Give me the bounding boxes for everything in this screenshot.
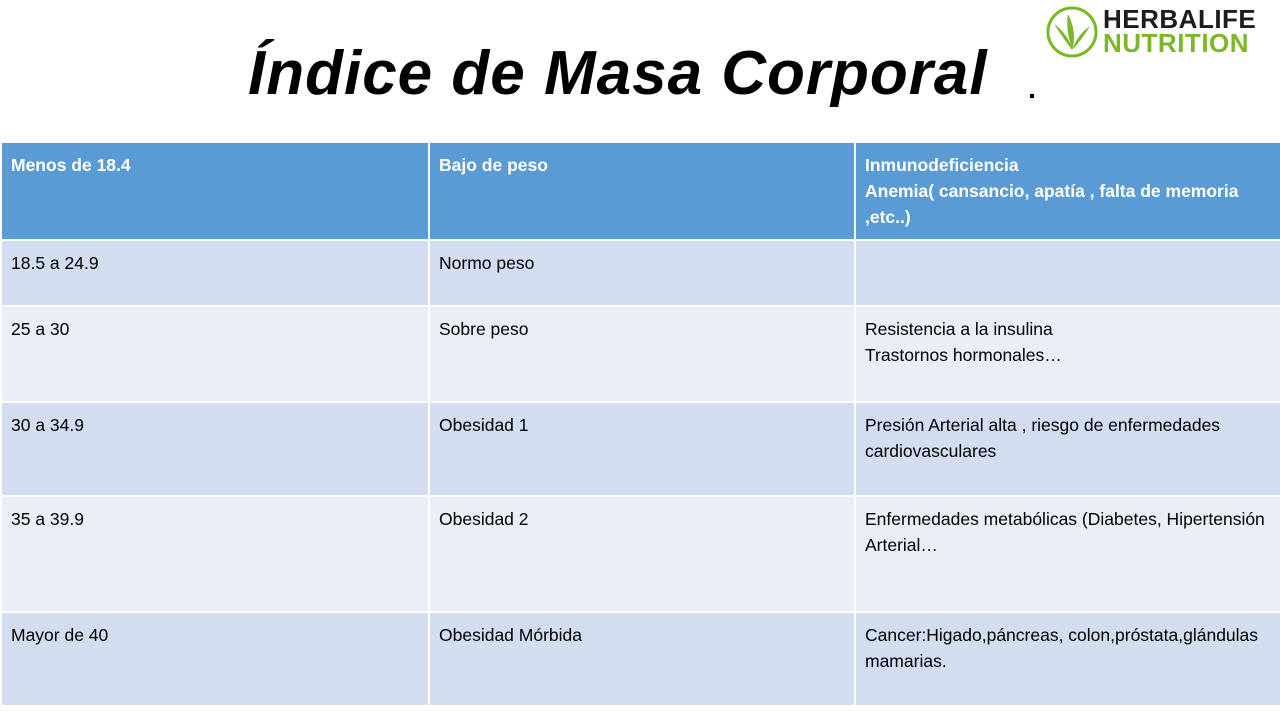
risk-text: Trastornos hormonales… <box>865 345 1062 365</box>
logo-text-nutrition: NUTRITION <box>1103 28 1250 58</box>
risks-cell <box>855 240 1280 306</box>
category-text: Bajo de peso <box>439 155 548 175</box>
table-row <box>1 496 1280 612</box>
category-text: Sobre peso <box>439 319 529 339</box>
category-cell <box>429 496 855 612</box>
header-risks-cell <box>855 142 1280 240</box>
range-cell <box>1 496 429 612</box>
category-text: Obesidad Mórbida <box>439 625 582 645</box>
risks-cell <box>855 612 1280 706</box>
category-cell <box>429 240 855 306</box>
table-row <box>1 240 1280 306</box>
imc-table <box>0 141 1280 707</box>
range-cell <box>1 402 429 496</box>
herbalife-logo <box>1046 6 1278 58</box>
title-dot <box>1030 94 1034 98</box>
range-cell <box>1 306 429 402</box>
range-cell <box>1 612 429 706</box>
category-text: Obesidad 1 <box>439 415 529 435</box>
risk-text: Resistencia a la insulina <box>865 319 1053 339</box>
risks-cell <box>855 402 1280 496</box>
risks-cell <box>855 496 1280 612</box>
risk-text: Cancer:Higado,páncreas, colon,próstata,glándulas mamarias. <box>865 625 1259 671</box>
risk-text: Enfermedades metabólicas (Diabetes, Hipertensión Arterial… <box>865 509 1265 555</box>
table-row <box>1 402 1280 496</box>
risk-text: Presión Arterial alta , riesgo de enfermedades cardiovasculares <box>865 415 1221 461</box>
range-text: 25 a 30 <box>11 319 70 339</box>
range-text: 35 a 39.9 <box>11 509 84 529</box>
herbalife-leaf-icon <box>1046 6 1098 58</box>
page-title: Índice de Masa Corporal <box>248 39 988 108</box>
range-text: Mayor de 40 <box>11 625 109 645</box>
table-row <box>1 306 1280 402</box>
range-text: Menos de 18.4 <box>11 155 131 175</box>
header-category-cell <box>429 142 855 240</box>
range-text: 30 a 34.9 <box>11 415 84 435</box>
category-text: Normo peso <box>439 253 535 273</box>
risks-cell <box>855 306 1280 402</box>
range-text: 18.5 a 24.9 <box>11 253 99 273</box>
header-range-cell <box>1 142 429 240</box>
risk-text: Anemia( cansancio, apatía , falta de memoria ,etc..) <box>865 181 1239 227</box>
risk-text: Inmunodeficiencia <box>865 155 1019 175</box>
category-cell <box>429 402 855 496</box>
category-text: Obesidad 2 <box>439 509 529 529</box>
table-header-row <box>1 142 1280 240</box>
table-row <box>1 612 1280 706</box>
logo-text-herbalife: HERBALIFE <box>1103 4 1257 34</box>
category-cell <box>429 612 855 706</box>
range-cell <box>1 240 429 306</box>
category-cell <box>429 306 855 402</box>
